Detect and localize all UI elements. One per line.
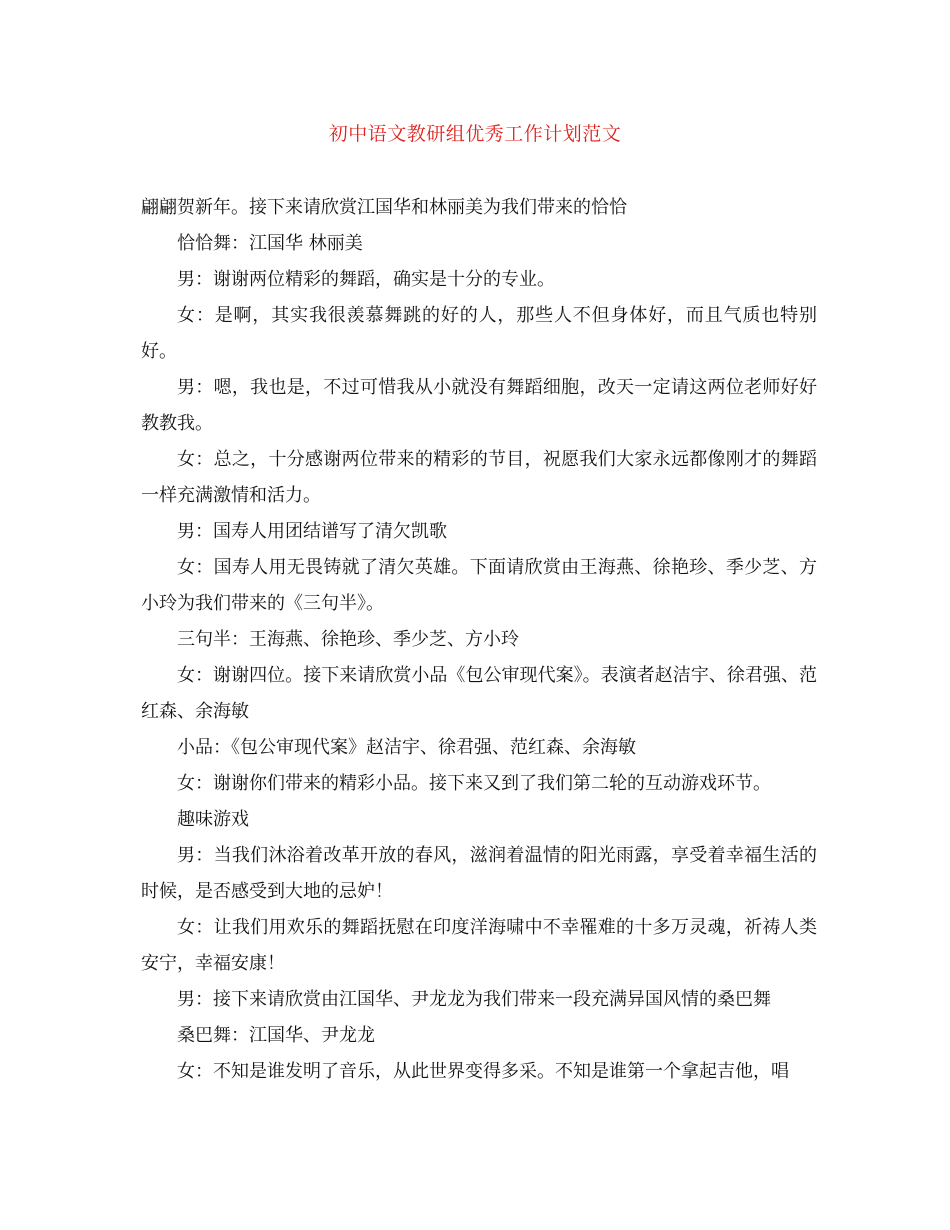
paragraph: 桑巴舞：江国华、尹龙龙 bbox=[177, 1025, 375, 1046]
paragraph: 女：国寿人用无畏铸就了清欠英雄。下面请欣赏由王海燕、徐艳珍、季少芝、方小玲为我们带来的《三句半》。 bbox=[141, 557, 817, 614]
paragraph: 小品：《包公审现代案》赵洁宇、徐君强、范红森、余海敏 bbox=[177, 737, 636, 758]
paragraph: 男：接下来请欣赏由江国华、尹龙龙为我们带来一段充满异国风情的桑巴舞 bbox=[177, 989, 771, 1010]
document-title: 初中语文教研组优秀工作计划范文 bbox=[328, 123, 622, 145]
paragraph: 女：谢谢你们带来的精彩小品。接下来又到了我们第二轮的互动游戏环节。 bbox=[177, 773, 771, 794]
paragraph: 男：谢谢两位精彩的舞蹈，确实是十分的专业。 bbox=[177, 269, 555, 290]
paragraph: 男：当我们沐浴着改革开放的春风，滋润着温情的阳光雨露，享受着幸福生活的时候，是否感受到大地的忌妒！ bbox=[141, 845, 817, 902]
paragraph: 男：国寿人用团结谱写了清欠凯歌 bbox=[177, 521, 447, 542]
paragraph: 恰恰舞：江国华 林丽美 bbox=[177, 233, 363, 254]
paragraph: 翩翩贺新年。接下来请欣赏江国华和林丽美为我们带来的恰恰 bbox=[141, 197, 627, 218]
paragraph: 三句半：王海燕、徐艳珍、季少芝、方小玲 bbox=[177, 629, 519, 650]
paragraph: 女：总之，十分感谢两位带来的精彩的节目，祝愿我们大家永远都像刚才的舞蹈一样充满激情和活力。 bbox=[141, 449, 817, 506]
paragraph: 女：是啊，其实我很羡慕舞跳的好的人，那些人不但身体好，而且气质也特别好。 bbox=[141, 305, 817, 362]
paragraph: 女：谢谢四位。接下来请欣赏小品《包公审现代案》。表演者赵洁宇、徐君强、范红森、余海敏 bbox=[141, 665, 817, 722]
paragraph: 男：嗯，我也是，不过可惜我从小就没有舞蹈细胞，改天一定请这两位老师好好教教我。 bbox=[141, 377, 817, 434]
paragraph: 女：让我们用欢乐的舞蹈抚慰在印度洋海啸中不幸罹难的十多万灵魂，祈祷人类安宁，幸福安康！ bbox=[141, 917, 817, 974]
paragraph: 趣味游戏 bbox=[177, 809, 249, 830]
document-body bbox=[141, 190, 817, 1090]
paragraph: 女：不知是谁发明了音乐，从此世界变得多采。不知是谁第一个拿起吉他，唱 bbox=[177, 1061, 789, 1082]
